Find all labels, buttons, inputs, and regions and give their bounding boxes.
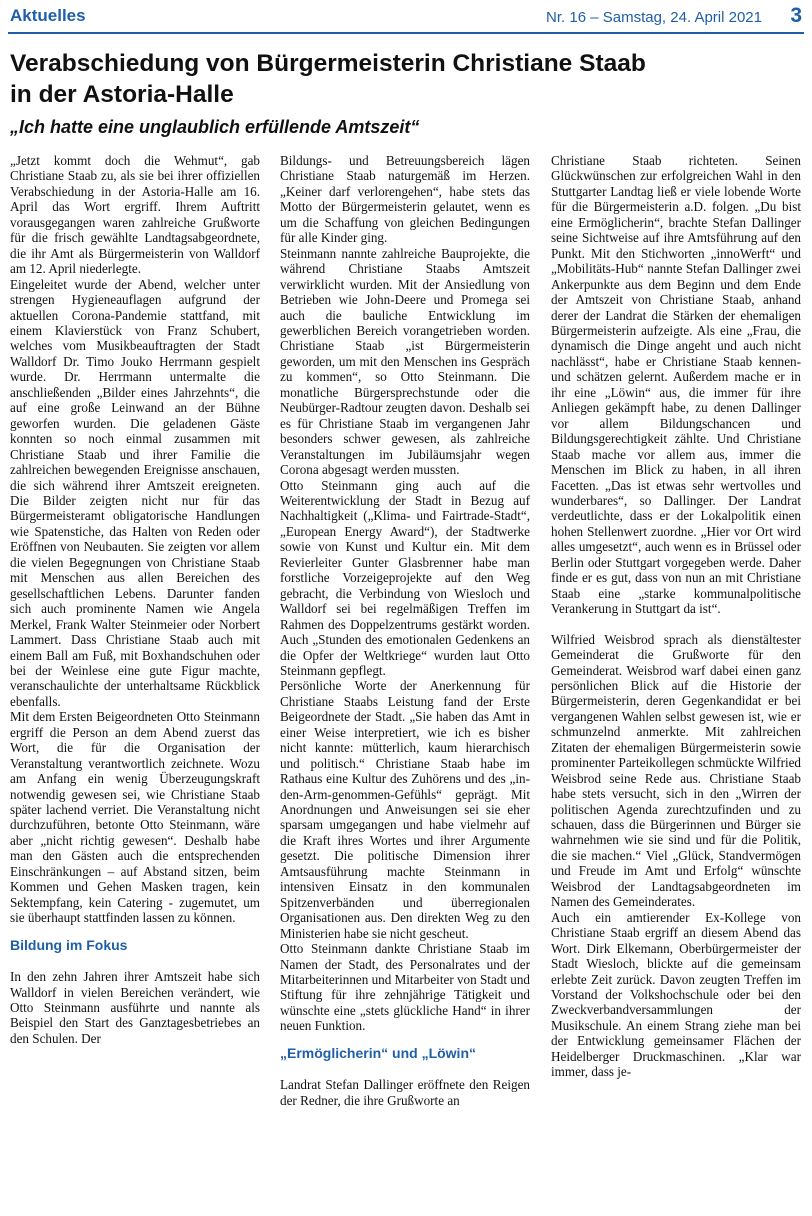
article-subheadline: „Ich hatte eine unglaublich erfüllende Amtszeit“: [10, 117, 420, 137]
section-rubric: Aktuelles: [10, 6, 86, 25]
paragraph: „Jetzt kommt doch die Wehmut“, gab Christiane Staab zu, als sie bei ihrer offiziellen Verabschiedung in der Astoria-Halle am 16. April das Wort ergriff. Ihrem Auftritt vorausgegangen waren zahlreiche Grußworte für die frisch gewählte Landtagsabgeordnete, die ihr Amt als Bürgermeisterin von Walldorf am 12. April niederlegte.: [10, 153, 260, 277]
article-column-1: [10, 153, 260, 1046]
paragraph: In den zehn Jahren ihrer Amtszeit habe sich Walldorf in vielen Bereichen verändert, wie Otto Steinmann ausführte und nannte als Beispiel den Start des Ganztagesbetriebes an den Schulen. Der: [10, 969, 260, 1046]
paragraph: Wilfried Weisbrod sprach als dienstältester Gemeinderat die Grußworte für den Gemeinderat. Weisbrod warf dabei einen ganz persönlichen Blick auf die Historie der Bürgermeisterin, deren Gegenkandidat er bei vergangenen Wahlen selbst gewesen ist, wie er schmunzelnd anmerkte. Mit zahlreichen Zitaten der ehemaligen Bürgermeisterin sowie prominenter Parteikollegen schmückte Wilfried Weisbrod seine Rede aus. Christiane Staab habe stets versucht, sich in den „Wirren der politischen Agenda zurechtzufinden und zu schauen, dass die Bürgerinnen und Bürger sie wahrnehmen wie sie sind und für die Politik, die sie machen.“ Viel „Glück, Standvermögen und Freude im Amt und Erfolg“ wünschte Weisbrod der Landtagsabgeordneten im Namen des Gemeinderates.: [551, 631, 801, 910]
article-headline: [10, 48, 800, 110]
paragraph: Christiane Staab richteten. Seinen Glückwünschen zur erfolgreichen Wahl in den Stuttgarter Landtag ließ er viele lobende Worte für die Bürgermeisterin a.D. folgen. „Du bist eine Ermöglicherin“, brachte Stefan Dallinger seine Sichtweise auf ihre Amtsführung auf den Punkt. Mit den Stichworten „innoWerft“ und „Mobilitäts-Hub“ nannte Stefan Dallinger zwei Ankerpunkte aus dem Beginn und dem Ende der Amtszeit von Christiane Staab, anhand derer der Landrat die Stärken der ehemaligen Bürgermeisterin aufzeigte. Als eine „Frau, die dynamisch die Dinge angeht und auch nicht nachlässt“, habe er Christiane Staab kennen- und schätzen gelernt. Außerdem mache er in ihr eine „Löwin“ aus, die immer für ihre Anliegen gekämpft habe, zu denen Dallinger vor allem Bildungschancen und Bildungsgerechtigkeit zählte. Und Christiane Staab mache vor allem aus, immer die Menschen im Blick zu haben, in all ihren Facetten. „Das ist etwas sehr wertvolles und wunderbares“, so Dallinger. Der Landrat verdeutlichte, dass er der Lokalpolitik einen hohen Stellenwert zuordne. „Hier vor Ort wird alles umgesetzt“, auch wenn es in Brüssel oder Berlin oder Stuttgart vorgegeben werde. Daher finde er es gut, dass von nun an mit Christiane Staab eine „starke kommunalpolitische Verankerung in Stuttgart da ist“.: [551, 153, 801, 617]
paragraph: Landrat Stefan Dallinger eröffnete den Reigen der Redner, die ihre Grußworte an: [280, 1077, 530, 1108]
paragraph: Mit dem Ersten Beigeordneten Otto Steinmann ergriff die Person an dem Abend zuerst das Wort, die für die Organisation der Veranstaltung verantwortlich zeichnete. Wozu am Anfang ein wenig Überzeugungskraft notwendig gewesen sei, wie Christiane Staab später lachend verriet. Die Veranstaltung nicht durchzuführen, betonte Otto Steinmann, wäre aber „nicht richtig gewesen“. Deshalb habe man den Gästen auch die entsprechenden Einschränkungen – auf Abstand sitzen, beim Kommen und Gehen Masken tragen, kein Sektempfang, kein Catering - zugemutet, um sie überhaupt stattfinden lassen zu können.: [10, 709, 260, 926]
header-rule: [8, 32, 804, 34]
paragraph: Otto Steinmann ging auch auf die Weiterentwicklung der Stadt in Bezug auf Nachhaltigkeit („Klima- und Fairtrade-Stadt“, „European Energy Award“), der Stadtwerke sowie von Kunst und Kultur ein. Mit dem Revierleiter Gunter Glasbrenner habe man forstliche Vorzeigeprojekte auf den Weg gebracht, die Verbindung von Wiesloch und Walldorf sei bei regelmäßigen Treffen im Rahmen des Doppelzentrums gestärkt worden. Auch „Stunden des emotionalen Gedenkens an die Opfer der Weltkriege“ wurden laut Otto Steinmann gepflegt.: [280, 477, 530, 678]
section-heading-ermoeglicherin: „Ermöglicherin“ und „Löwin“: [280, 1044, 476, 1061]
paragraph: Eingeleitet wurde der Abend, welcher unter strengen Hygieneauflagen aufgrund der aktuellen Corona-Pandemie stattfand, mit einem Klavierstück von Franz Schubert, welches vom Musikbeauftragten der Stadt Walldorf Dr. Timo Jouko Herrmann gespielt wurde. Dr. Herrmann untermalte die anschließenden „Bilder eines Jahrzehnts“, die auf eine große Leinwand an der Bühne geworfen wurden. Die geladenen Gäste konnten so noch einmal zusammen mit Christiane Staab und ihrer Familie die zahlreichen bewegenden Ereignisse anschauen, die sich während ihrer Amtszeit ereigneten. Die Bilder zeigten nicht nur für das Bürgermeisteramt obligatorische Handlungen wie Spatenstiche, das Halten von Reden oder Eröffnen von Neubauten. Sie zeigten vor allem die vielen Begegnungen von Christiane Staab mit Menschen aus allen Bereichen des gesellschaftlichen Lebens. Darunter fanden sich auch prominente Namen wie Angela Merkel, Frank Walter Steinmeier oder Norbert Lammert. Dass Christiane Staab auch mit einem Ball am Fuß, mit Boxhandschuhen oder bei der Weinlese eine gute Figur machte, veranschaulichte der unterhaltsame Rückblick ebenfalls.: [10, 276, 260, 709]
paragraph: Otto Steinmann dankte Christiane Staab im Namen der Stadt, des Personalrates und der Mitarbeiterinnen und Mitarbeiter von Stadt und Stiftung für ihre zehnjährige Tätigkeit und wünschte eine „stets glückliche Hand“ in ihrer neuen Funktion.: [280, 941, 530, 1034]
article-column-2: [280, 153, 530, 1108]
page-header: [8, 4, 804, 30]
paragraph: Bildungs- und Betreuungsbereich lägen Christiane Staab naturgemäß im Herzen. „Keiner darf verlorengehen“, habe stets das Motto der Bürgermeisterin gelautet, wenn es um die Schaffung von gleichen Bedingungen für alle Kinder ging.: [280, 153, 530, 246]
paragraph: Auch ein amtierender Ex-Kollege von Christiane Staab ergriff an diesem Abend das Wort. Dirk Elkemann, Oberbürgermeister der Stadt Wiesloch, blickte auf die gemeinsam erlebte Zeit zurück. Davon zeugten Treffen im Vorstand der Volkshochschule oder bei den Zweckverbandversammlungen der Musikschule. An einem Strang ziehe man bei der Entwicklung gemeinsamer Flächen der Heidelberger Druckmaschinen. „Klar war immer, dass je-: [551, 909, 801, 1080]
issue-date: Nr. 16 – Samstag, 24. April 2021: [546, 9, 762, 26]
section-heading-bildung: Bildung im Fokus: [10, 936, 128, 953]
paragraph: Steinmann nannte zahlreiche Bauprojekte, die während Christiane Staabs Amtszeit verwirklicht wurden. Mit der Ansiedlung von Betrieben wie John-Deere und Promega sei auch die bauliche Entwicklung im gewerblichen Bereich vorangetrieben worden. Christiane Staab „ist Bürgermeisterin geworden, um mit den Menschen ins Gespräch zu kommen“, so Otto Steinmann. Die monatliche Bürgersprechstunde oder die Neubürger-Radtour zeugten davon. Deshalb sei es für Christiane Staab im vergangenen Jahr besonders schwer gewesen, als zahlreiche Veranstaltungen im Jubiläumsjahr wegen Corona abgesagt werden mussten.: [280, 245, 530, 478]
page-number: 3: [790, 4, 802, 27]
headline-line-2: in der Astoria-Halle: [10, 81, 234, 108]
headline-line-1: Verabschiedung von Bürgermeisterin Christiane Staab: [10, 50, 646, 77]
paragraph: Persönliche Worte der Anerkennung für Christiane Staabs Leistung fand der Erste Beigeordnete der Stadt. „Sie haben das Amt in einer Weise interpretiert, wie ich es bisher nicht kannte: mütterlich, kaum hierarchisch und politisch.“ Christiane Staab habe im Rathaus eine Kultur des Zuhörens und des „in-den-Arm-genommen-Gefühls“ geprägt. Mit Anordnungen und Anweisungen sei sie eher sparsam umgegangen und habe vielmehr auf die Kraft ihres Wortes und ihrer Argumente gesetzt. Die politische Dimension ihrer Amtsausführung machte Steinmann in intensiven Einsatz in den kommunalen Spitzenverbänden und überregionalen Organisationen aus. Den direkten Weg zu den Ministerien habe sie nicht gescheut.: [280, 678, 530, 941]
article-column-3: [551, 153, 801, 1080]
